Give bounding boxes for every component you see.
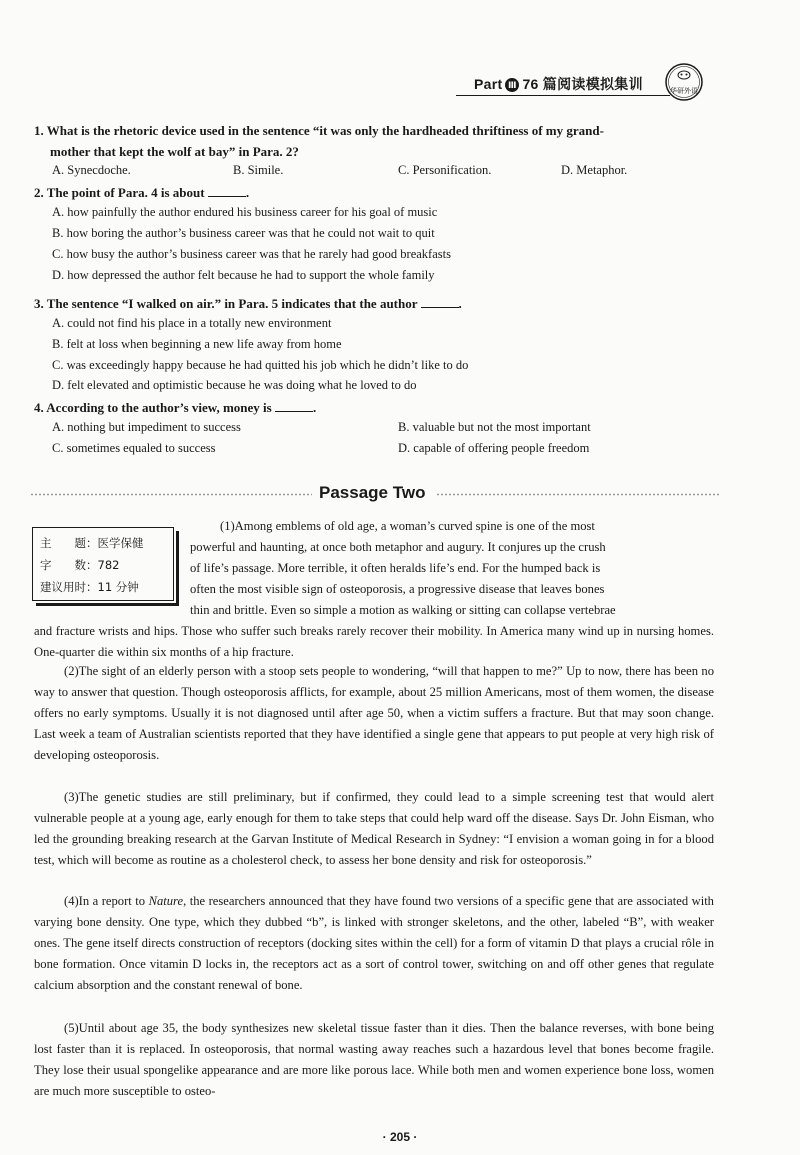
page-number: · 205 · [382, 1130, 418, 1144]
paragraph-1-line: (1)Among emblems of old age, a woman’s curved spine is one of the most [220, 519, 595, 533]
option-1c: C. Personification. [398, 163, 492, 177]
paragraph-4-body: , the researchers announced that they have found two versions of a specific gene that are associated with varying bone density. One type, which they dubbed “b”, is linked with stronger skeletons, and the other, labeled “B”, with weaker ones. The gene itself directs construction of receptors (docking sites within the cell) for a form of vitamin D that plays a crucial rôle in bone formation. Once vitamin D locks in, the receptors act as a sort of control tower, switching on and off other genes that regulate calcium absorption and the constant renewal of bone. [34, 894, 714, 992]
question-3-stem [34, 293, 462, 314]
info-suggested-time: 建议用时：11 分钟 [40, 580, 139, 594]
option-1a: A. Synecdoche. [52, 163, 131, 177]
question-3-stem-text: 3. The sentence “I walked on air.” in Para. 5 indicates that the author [34, 296, 418, 311]
info-topic: 主 题：医学保健 [40, 536, 144, 550]
option-4d: D. capable of offering people freedom [398, 441, 590, 455]
option-4c: C. sometimes equaled to success [52, 441, 216, 455]
passage-heading [30, 483, 730, 505]
option-3b: B. felt at loss when beginning a new life away from home [52, 337, 342, 351]
answer-blank [421, 295, 459, 308]
option-1b: B. Simile. [233, 163, 284, 177]
paragraph-4 [34, 891, 714, 996]
option-4a: A. nothing but impediment to success [52, 420, 241, 434]
passage-info-box [32, 527, 176, 605]
option-3a: A. could not find his place in a totally new environment [52, 316, 332, 330]
info-word-count: 字 数：782 [40, 558, 120, 572]
divider-dots-right [436, 493, 720, 496]
option-2b: B. how boring the author’s business career was that he could not wait to quit [52, 226, 435, 240]
paragraph-4-intro: (4)In a report to [64, 894, 149, 908]
option-4b: B. valuable but not the most important [398, 420, 591, 434]
option-2a: A. how painfully the author endured his business career for his goal of music [52, 205, 438, 219]
paragraph-1-line: of life’s passage. More terrible, it often heralds life’s end. For the humped back is [190, 561, 601, 575]
paragraph-5: (5)Until about age 35, the body synthesizes new skeletal tissue faster than it dies. Then the balance reverses, with bone being lost faster than it is replaced. In osteoporosis, that normal wasting away reaches such a hazardous level that bones become fragile. They lose their usual spongelike appearance and are more like porous lace. While both men and women experience bone loss, women are much more susceptible to osteo- [34, 1021, 714, 1098]
logo-text: 华研外语 [670, 87, 698, 95]
passage-title: Passage Two [319, 483, 426, 502]
book-title: 76 篇阅读模拟集训 [522, 76, 643, 92]
question-4-stem [34, 397, 316, 418]
question-2-stem [34, 182, 249, 203]
option-2c: C. how busy the author’s business career was that he rarely had good breakfasts [52, 247, 451, 261]
option-2d: D. how depressed the author felt because he had to support the whole family [52, 268, 435, 282]
paragraph-1-line: thin and brittle. Even so simple a motion as walking or sitting can collapse vertebrae [190, 603, 616, 617]
paragraph-1-rest: and fracture wrists and hips. Those who suffer such breaks rarely recover their mobility. In America many wind up in nursing homes. One-quarter die within six months of a hip fracture. [34, 624, 714, 659]
question-3-stem-end: . [458, 296, 462, 311]
option-1d: D. Metaphor. [561, 163, 628, 177]
part-label: Part [474, 76, 503, 92]
answer-blank [275, 399, 313, 412]
paragraph-3: (3)The genetic studies are still preliminary, but if confirmed, they could lead to a simple screening test that would alert vulnerable people at a young age, early enough for them to take steps that could help ward off the disease. Says Dr. John Eisman, who led the grounding breaking research at the Garvan Institute of Medical Research in Sydney: “I envision a woman going in for a blood test, which will become as routine as a cholesterol check, to assess her bone density and risk for osteoporosis.” [34, 790, 714, 867]
question-1-stem-line1: 1. What is the rhetoric device used in the sentence “it was only the hardheaded thriftiness of my grand- [34, 123, 604, 138]
paragraph-1-line: powerful and haunting, at once both metaphor and augury. It conjures up the crush [190, 540, 606, 554]
question-4-stem-text: 4. According to the author’s view, money is [34, 400, 272, 415]
header-rule [456, 95, 670, 96]
divider-dots-left [30, 493, 312, 496]
question-2-stem-end: . [245, 185, 250, 200]
paragraph-1-line: often the most visible sign of osteoporosis, a progressive disease that leaves bones [190, 582, 605, 596]
header-title [474, 74, 643, 94]
publisher-logo-icon [664, 62, 704, 102]
paragraph-2: (2)The sight of an elderly person with a stoop sets people to wondering, “will that happen to me?” Up to now, there has been no way to answer that question. Though osteoporosis afflicts, for example, about 25 million Americans, most of them women, the disease offers no early symptoms. Usually it is not diagnosed until after age 50, when a victim suffers a fracture. But that may soon change. Last week a team of Australian scientists reported that they have identified a single gene that appears to put people at very high risk of developing osteoporosis. [34, 664, 714, 762]
option-3d: D. felt elevated and optimistic because he was doing what he loved to do [52, 378, 417, 392]
paragraph-1-wrapped [190, 516, 714, 621]
question-4-stem-end: . [312, 400, 317, 415]
question-2-stem-text: 2. The point of Para. 4 is about [34, 185, 205, 200]
part-number-badge: Ⅲ [505, 78, 519, 92]
option-3c: C. was exceedingly happy because he had quitted his job which he didn’t like to do [52, 358, 469, 372]
answer-blank [208, 184, 246, 197]
journal-name: Nature [148, 894, 184, 908]
page-header [456, 62, 734, 102]
question-1-stem-line2: mother that kept the wolf at bay” in Para. 2? [50, 144, 299, 159]
